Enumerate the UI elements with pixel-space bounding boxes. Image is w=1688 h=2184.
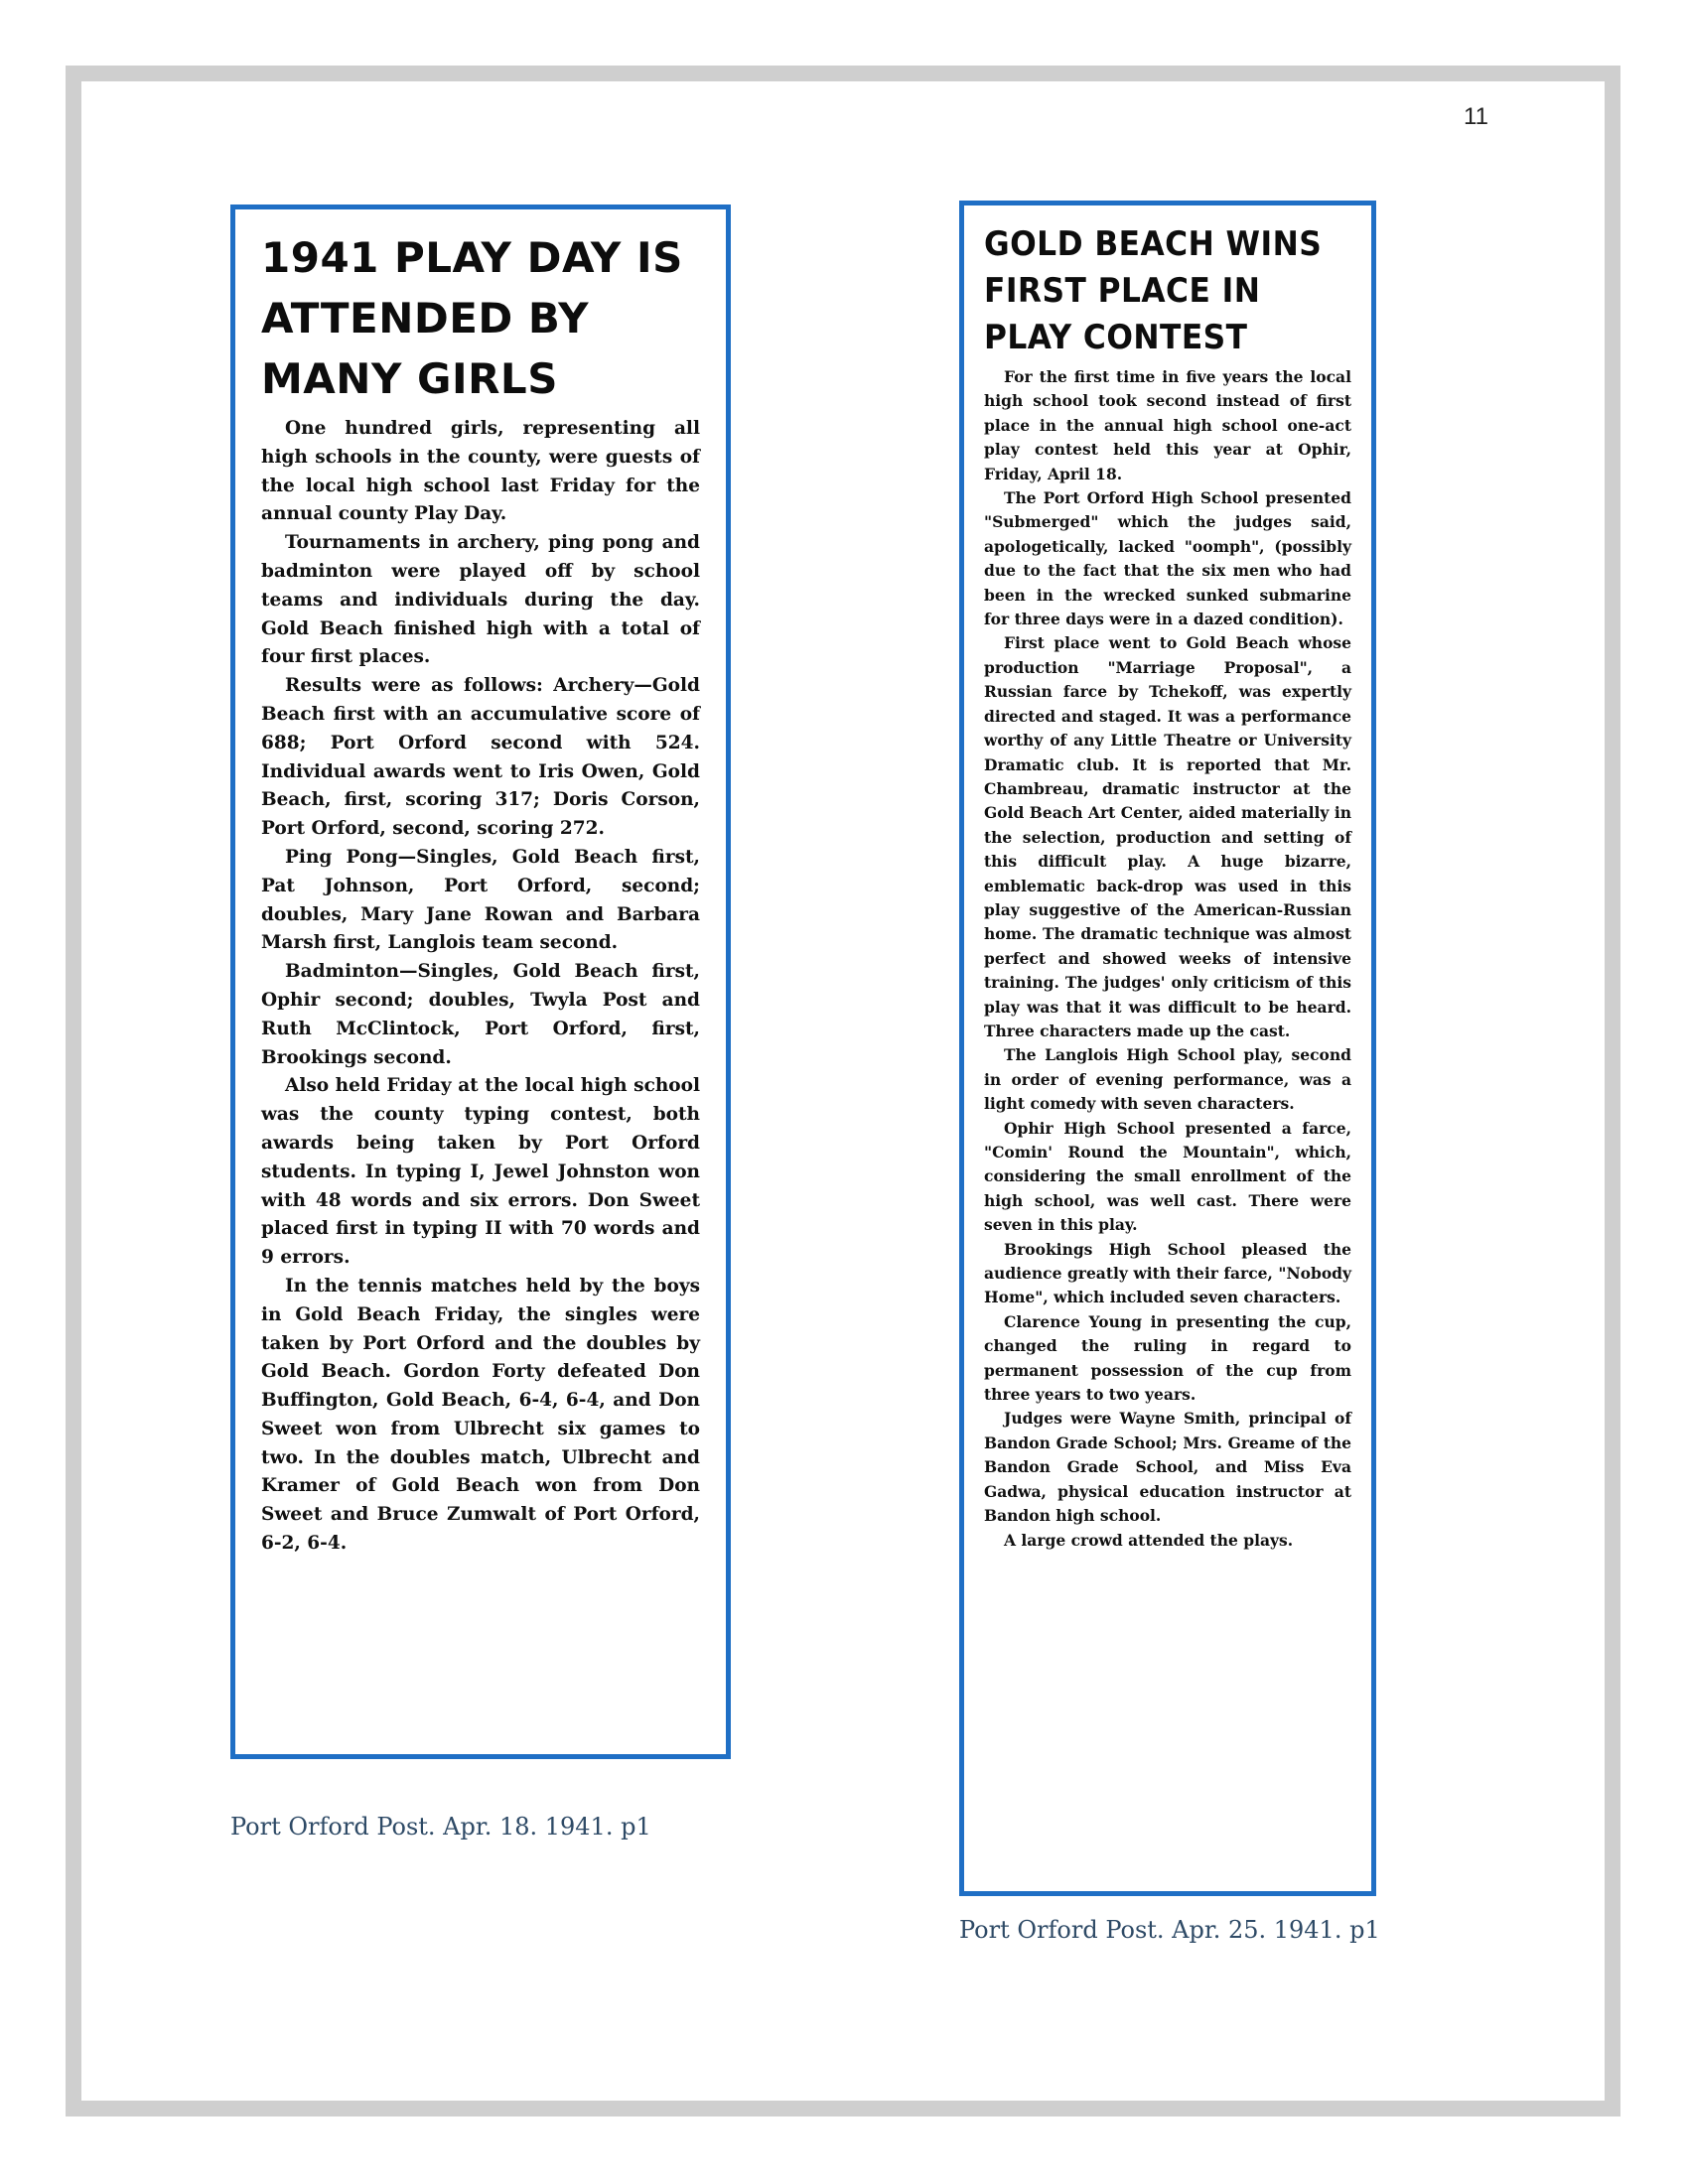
article-paragraph: Clarence Young in presenting the cup, changed the ruling in regard to permanent possession of the cup from three years to two years. xyxy=(984,1311,1351,1405)
clipping-headline: GOLD BEACH WINS FIRST PLACE IN PLAY CONTEST xyxy=(984,224,1323,357)
article-paragraph: Judges were Wayne Smith, principal of Bandon Grade School; Mrs. Greame of the Bandon Grade School, and Miss Eva Gadwa, physical education instructor at Bandon high school. xyxy=(984,1409,1351,1526)
article-paragraph: The Port Orford High School presented "Submerged" which the judges said, apologetically, lacked "oomph", (possibly due to the fact that the six men who had been in the wrecked sunked submarine for three days were in a dazed condition). xyxy=(984,488,1351,629)
article-paragraph: For the first time in five years the local high school took second instead of first place in the annual high school one-act play contest held this year at Ophir, Friday, April 18. xyxy=(984,367,1351,483)
article-paragraph: Badminton—Singles, Gold Beach first, Ophir second; doubles, Twyla Post and Ruth McClintock, Port Orford, first, Brookings second. xyxy=(261,961,700,1068)
page-number: 11 xyxy=(1464,103,1488,130)
article-paragraph: First place went to Gold Beach whose production "Marriage Proposal", a Russian farce by Tchekoff, was expertly directed and staged. It was a performance worthy of any Little Theatre or University Dramatic club. It is reported that Mr. Chambreau, dramatic instructor at the Gold Beach Art Center, aided materially in the selection, production and setting of this difficult play. A huge bizarre, emblematic back-drop was used in this play suggestive of the American-Russian home. The dramatic technique was almost perfect and showed weeks of intensive training. The judges' only criticism of this play was that it was difficult to be heard. Three characters made up the cast. xyxy=(984,633,1351,1040)
article-paragraph: Also held Friday at the local high school was the county typing contest, both awards being taken by Port Orford students. In typing I, Jewel Johnston won with 48 words and six errors. Don Sweet placed first in typing II with 70 words and 9 errors. xyxy=(261,1075,700,1269)
article-paragraph: Ophir High School presented a farce, "Comin' Round the Mountain", which, considering the small enrollment of the high school, was well cast. There were seven in this play. xyxy=(984,1118,1351,1235)
article-paragraph: In the tennis matches held by the boys in Gold Beach Friday, the singles were taken by Port Orford and the doubles by Gold Beach. Gordon Forty defeated Don Buffington, Gold Beach, 6-4, 6-4, and Don Sweet won from Ulbrecht six games to two. In the doubles match, Ulbrecht and Kramer of Gold Beach won from Don Sweet and Bruce Zumwalt of Port Orford, 6-2, 6-4. xyxy=(261,1275,700,1555)
newspaper-clipping-play-contest xyxy=(959,201,1376,1896)
article-paragraph: Results were as follows: Archery—Gold Beach first with an accumulative score of 688; Port Orford second with 524. Individual awards went to Iris Owen, Gold Beach, first, scoring 317; Doris Corson, Port Orford, second, scoring 272. xyxy=(261,675,700,840)
article-paragraph: Ping Pong—Singles, Gold Beach first, Pat Johnson, Port Orford, second; doubles, Mary Jane Rowan and Barbara Marsh first, Langlois team second. xyxy=(261,846,700,954)
clipping-headline: 1941 PLAY DAY IS ATTENDED BY MANY GIRLS xyxy=(261,233,683,403)
clipping-caption: Port Orford Post. Apr. 18. 1941. p1 xyxy=(230,1813,651,1841)
article-paragraph: A large crowd attended the plays. xyxy=(1004,1530,1294,1550)
article-paragraph: Brookings High School pleased the audience greatly with their farce, "Nobody Home", which included seven characters. xyxy=(984,1239,1351,1307)
article-paragraph: The Langlois High School play, second in order of evening performance, was a light comedy with seven characters. xyxy=(984,1045,1351,1114)
article-paragraph: One hundred girls, representing all high schools in the county, were guests of the local high school last Friday for the annual county Play Day. xyxy=(261,418,700,525)
article-paragraph: Tournaments in archery, ping pong and badminton were played off by school teams and individuals during the day. Gold Beach finished high with a total of four first places. xyxy=(261,532,700,668)
newspaper-clipping-play-day xyxy=(230,205,731,1759)
clipping-caption: Port Orford Post. Apr. 25. 1941. p1 xyxy=(959,1916,1380,1944)
